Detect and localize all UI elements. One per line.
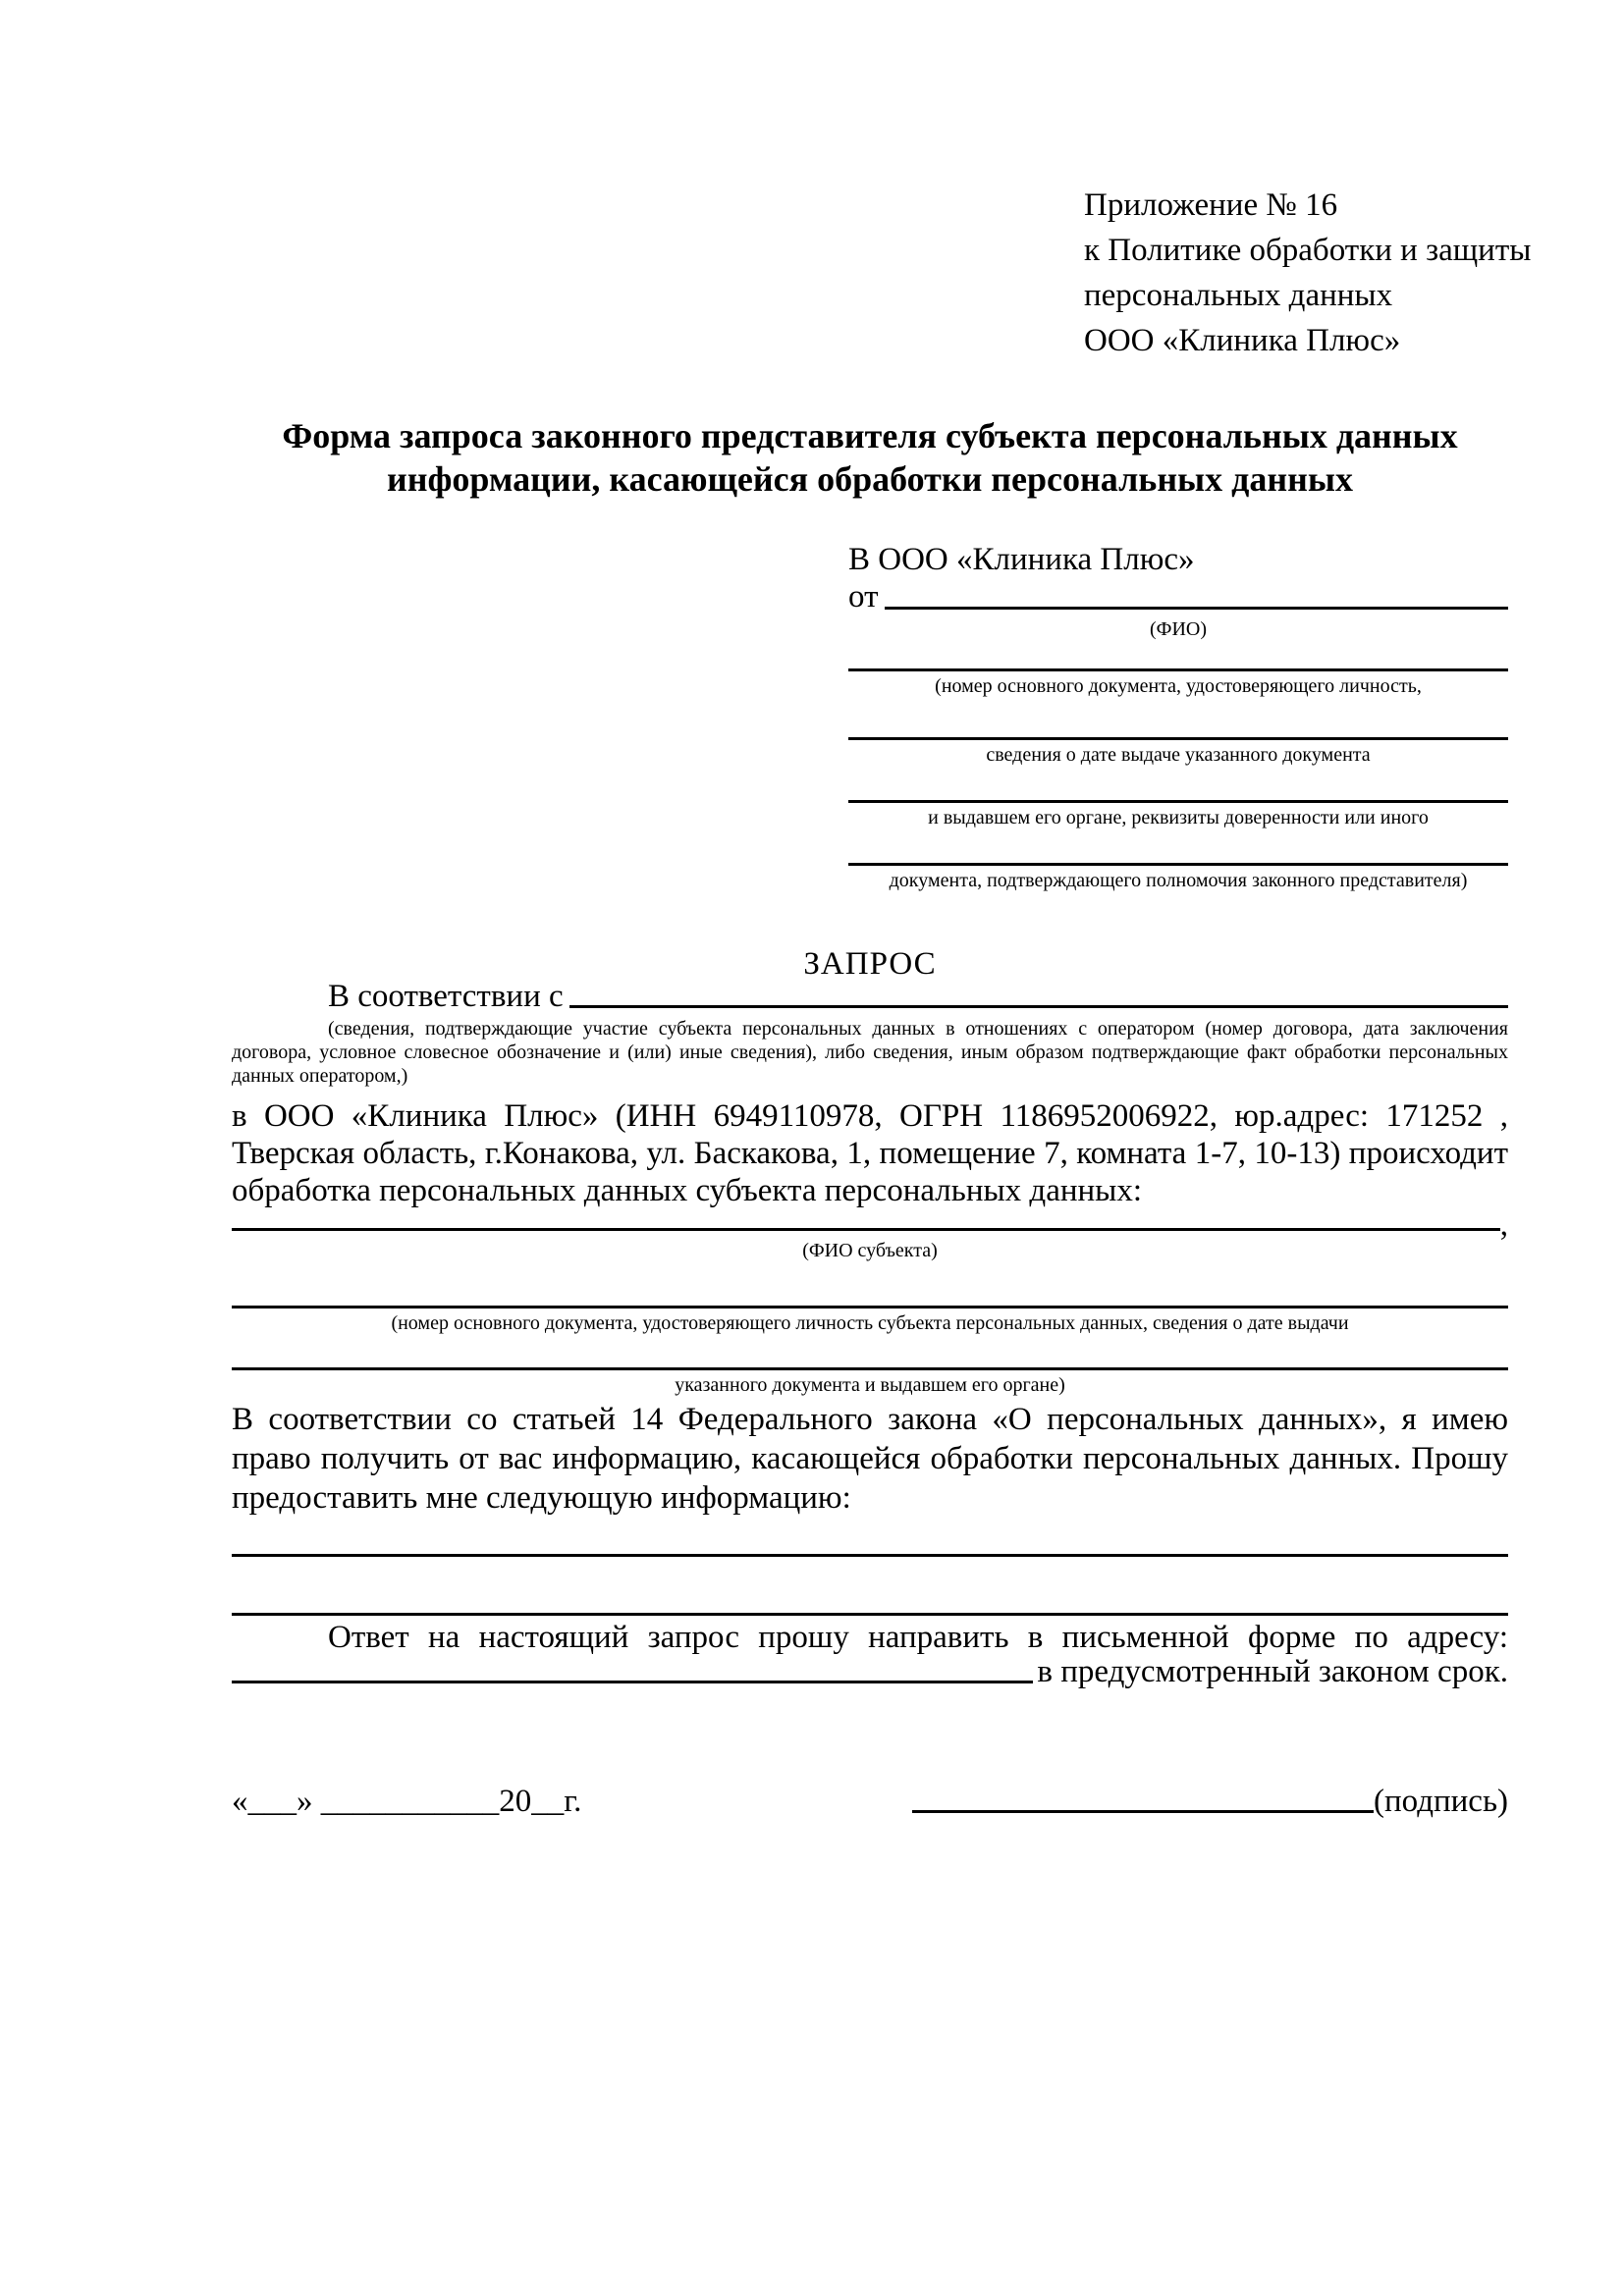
answer-address-row (232, 1654, 1508, 1689)
requested-info-blank-field-2 (232, 1557, 1508, 1616)
fio-blank-field (885, 607, 1509, 610)
appendix-line-1: Приложение № 16 (1084, 187, 1338, 223)
document-title-line-2: информации, касающейся обработки персональных данных (387, 459, 1353, 499)
requested-info-blank-field-1 (232, 1518, 1508, 1557)
issue-date-caption: сведения о дате выдаче указанного документа (986, 744, 1371, 766)
signature-caption: (подпись) (1374, 1784, 1508, 1819)
signature-blank-field (912, 1810, 1374, 1813)
subject-fio-comma: , (1499, 1207, 1508, 1243)
authority-document-caption: документа, подтверждающего полномочия законного представителя) (889, 870, 1468, 891)
date-field: «___» ___________20__г. (232, 1784, 582, 1819)
from-row (848, 579, 1508, 614)
addressee-block (848, 540, 1508, 895)
answer-address-paragraph: Ответ на настоящий запрос прошу направить в письменной форме по адресу: (328, 1620, 1508, 1655)
subject-fio-row (232, 1207, 1508, 1243)
accordance-blank-field (569, 1005, 1508, 1008)
doc-number-caption: (номер основного документа, удостоверяющего личность, (935, 675, 1422, 697)
subject-doc-caption-1: (номер основного документа, удостоверяющего личность субъекта персональных данных, сведения о дате выдачи (391, 1312, 1349, 1334)
request-heading: ЗАПРОС (803, 946, 937, 982)
appendix-line-3: персональных данных (1084, 278, 1393, 313)
signature-group (912, 1782, 1508, 1821)
authority-document-blank-field (848, 832, 1508, 866)
answer-deadline-text: в предусмотренный законом срок. (1037, 1654, 1508, 1689)
issuing-authority-caption: и выдавшем его органе, реквизиты доверенности или иного (928, 807, 1429, 828)
from-label: от (848, 579, 879, 614)
accordance-label: В соответствии с (328, 979, 564, 1014)
issuing-authority-blank-field (848, 770, 1508, 803)
fio-caption: (ФИО) (1149, 618, 1207, 640)
document-title (232, 414, 1508, 501)
operator-paragraph: в ООО «Клиника Плюс» (ИНН 6949110978, ОГРН 1186952006922, юр.адрес: 171252 , Тверская область, г.Конакова, ул. Баскакова, 1, помещение 7, комната 1-7, 10-13) происходит обработка персональных данных субъекта персональных данных: (232, 1098, 1508, 1208)
subject-fio-caption: (ФИО субъекта) (802, 1240, 938, 1261)
appendix-line-4: ООО «Клиника Плюс» (1084, 323, 1401, 358)
issue-date-blank-field (848, 701, 1508, 740)
accordance-row (232, 979, 1508, 1014)
doc-number-blank-field (848, 644, 1508, 671)
subject-fio-blank-field (232, 1228, 1500, 1231)
subject-doc-issuer-blank-field (232, 1338, 1508, 1370)
subject-doc-caption-2: указанного документа и выдавшем его органе) (675, 1374, 1065, 1396)
subject-doc-blank-field (232, 1265, 1508, 1308)
answer-address-blank-field (232, 1681, 1033, 1683)
document-title-line-1: Форма запроса законного представителя субъекта персональных данных (282, 416, 1458, 455)
accordance-caption: (сведения, подтверждающие участие субъекта персональных данных в отношениях с оператором (номер договора, дата заключения договора, условное словесное обозначение и (или) иные сведения), либо сведения, иным образом подтверждающие факт обработки персональных данных оператором,) (232, 1018, 1508, 1087)
footer-row (232, 1782, 1508, 1821)
law-paragraph: В соответствии со статьей 14 Федерального закона «О персональных данных», я имею право получить от вас информацию, касающейся обработки персональных данных. Прошу предоставить мне следующую информацию: (232, 1402, 1508, 1516)
appendix-header (1084, 183, 1532, 363)
appendix-line-2: к Политике обработки и защиты (1084, 233, 1532, 268)
addressee-organization: В ООО «Клиника Плюс» (848, 542, 1195, 577)
